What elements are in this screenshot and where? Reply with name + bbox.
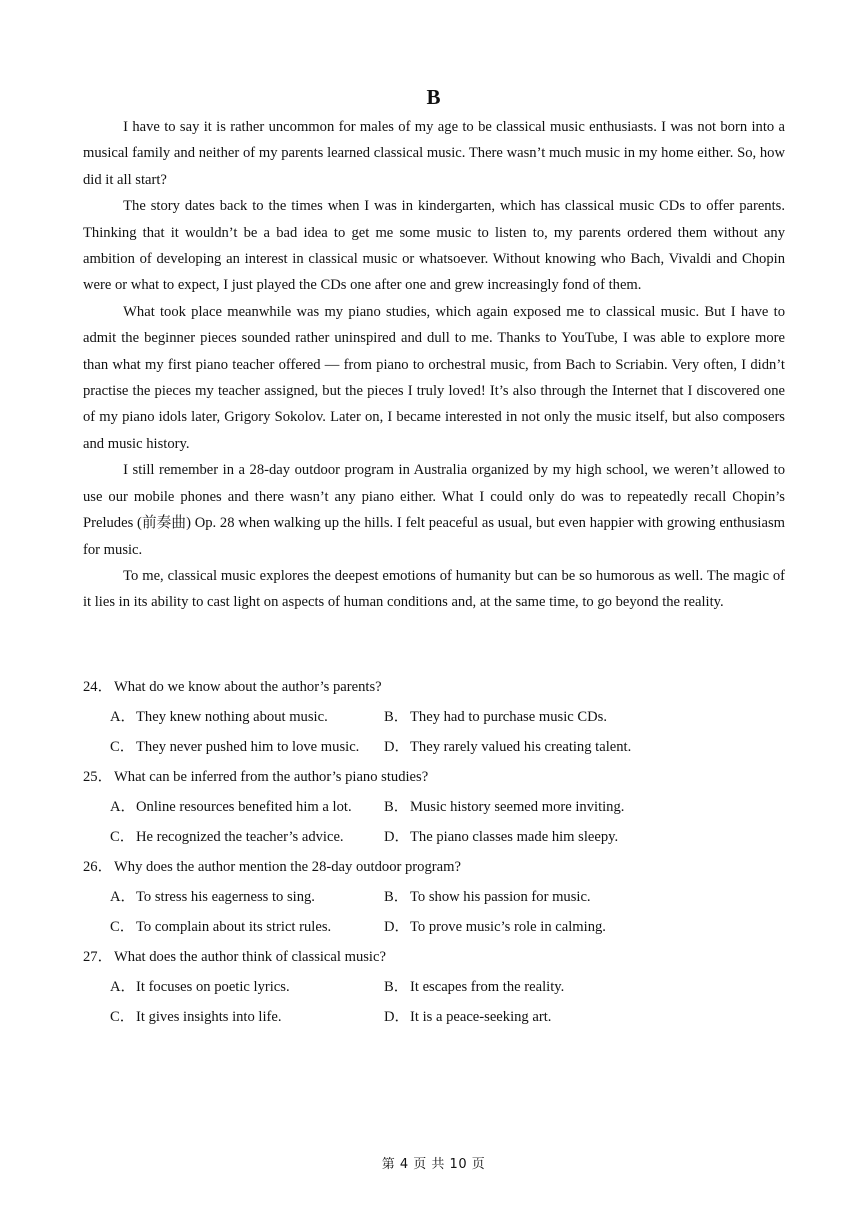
option-row [83,792,785,822]
question-26 [83,852,785,942]
question-27 [83,942,785,1032]
option-a[interactable]: A．To stress his eagerness to sing. [110,889,315,905]
option-b[interactable]: B． It escapes from the reality. [384,979,565,995]
option-a[interactable]: A．It focuses on poetic lyrics. [110,979,290,995]
question-text: What does the author think of classical music? [114,949,386,965]
question-stem [83,852,785,882]
option-c[interactable]: C． He recognized the teacher’s advice. [110,829,344,845]
passage-paragraph: To me, classical music explores the deepest emotions of humanity but can be so humorous as well. The magic of it lies in its ability to cast light on aspects of human conditions and, at the same time, to go beyond the reality. [83,567,785,611]
option-b[interactable]: B． They had to purchase music CDs. [384,709,607,725]
question-text: What do we know about the author’s parents? [114,679,382,695]
option-row [83,882,785,912]
question-25 [83,762,785,852]
question-number: 26． [83,859,113,875]
option-d[interactable]: D．They rarely valued his creating talent. [384,739,632,755]
option-c[interactable]: C． To complain about its strict rules. [110,919,332,935]
option-c[interactable]: C． They never pushed him to love music. [110,739,360,755]
reading-passage [83,114,785,616]
option-b[interactable]: B． To show his passion for music. [384,889,591,905]
question-stem [83,762,785,792]
option-d[interactable]: D．To prove music’s role in calming. [384,919,606,935]
question-text: What can be inferred from the author’s piano studies? [114,769,429,785]
option-c[interactable]: C． It gives insights into life. [110,1009,282,1025]
option-row [83,1002,785,1032]
option-d[interactable]: D．It is a peace-seeking art. [384,1009,552,1025]
question-stem [83,942,785,972]
passage-paragraph: I have to say it is rather uncommon for males of my age to be classical music enthusiasts. I was not born into a musical family and neither of my parents learned classical music. There wasn’t much music in my home either. So, how did it all start? [83,119,785,188]
option-row [83,732,785,762]
question-list [83,672,785,1032]
question-number: 24． [83,679,113,695]
passage-paragraph: The story dates back to the times when I was in kindergarten, which has classical music CDs to offer parents. Thinking that it wouldn’t be a bad idea to get me some music to listen to, my parents ordered them without any ambition of developing an interest in classical music or whatsoever. Without knowing who Bach, Vivaldi and Chopin were or what to expect, I just played the CDs one after one and grew increasingly fond of them. [83,198,785,294]
question-number: 25． [83,769,113,785]
passage-paragraph: I still remember in a 28-day outdoor program in Australia organized by my high school, we weren’t allowed to use our mobile phones and there wasn’t any piano either. What I could only do was to repeatedly recall Chopin’s Preludes (前奏曲) Op. 28 when walking up the hills. I felt peaceful as usual, but even happier with growing enthusiasm for music. [83,462,785,558]
question-stem [83,672,785,702]
option-row [83,822,785,852]
option-row [83,972,785,1002]
passage-paragraph: What took place meanwhile was my piano studies, which again exposed me to classical music. But I have to admit the beginner pieces sounded rather uninspired and dull to me. Thanks to YouTube, I was able to explore more than what my first piano teacher offered — from piano to orchestral music, from Bach to Scriabin. Very often, I didn’t practise the pieces my teacher assigned, but the pieces I truly loved! It’s also through the Internet that I discovered one of my piano idols later, Grigory Sokolov. Later on, I became interested in not only the music itself, but also composers and music history. [83,303,785,452]
page-number-footer: 第 4 页 共 10 页 [381,1157,486,1172]
section-title: B [426,85,441,109]
option-a[interactable]: A．Online resources benefited him a lot. [110,799,352,815]
question-24 [83,672,785,762]
option-row [83,702,785,732]
question-number: 27． [83,949,113,965]
question-text: Why does the author mention the 28-day outdoor program? [114,859,461,875]
option-d[interactable]: D．The piano classes made him sleepy. [384,829,619,845]
option-b[interactable]: B． Music history seemed more inviting. [384,799,625,815]
option-row [83,912,785,942]
option-a[interactable]: A．They knew nothing about music. [110,709,328,725]
